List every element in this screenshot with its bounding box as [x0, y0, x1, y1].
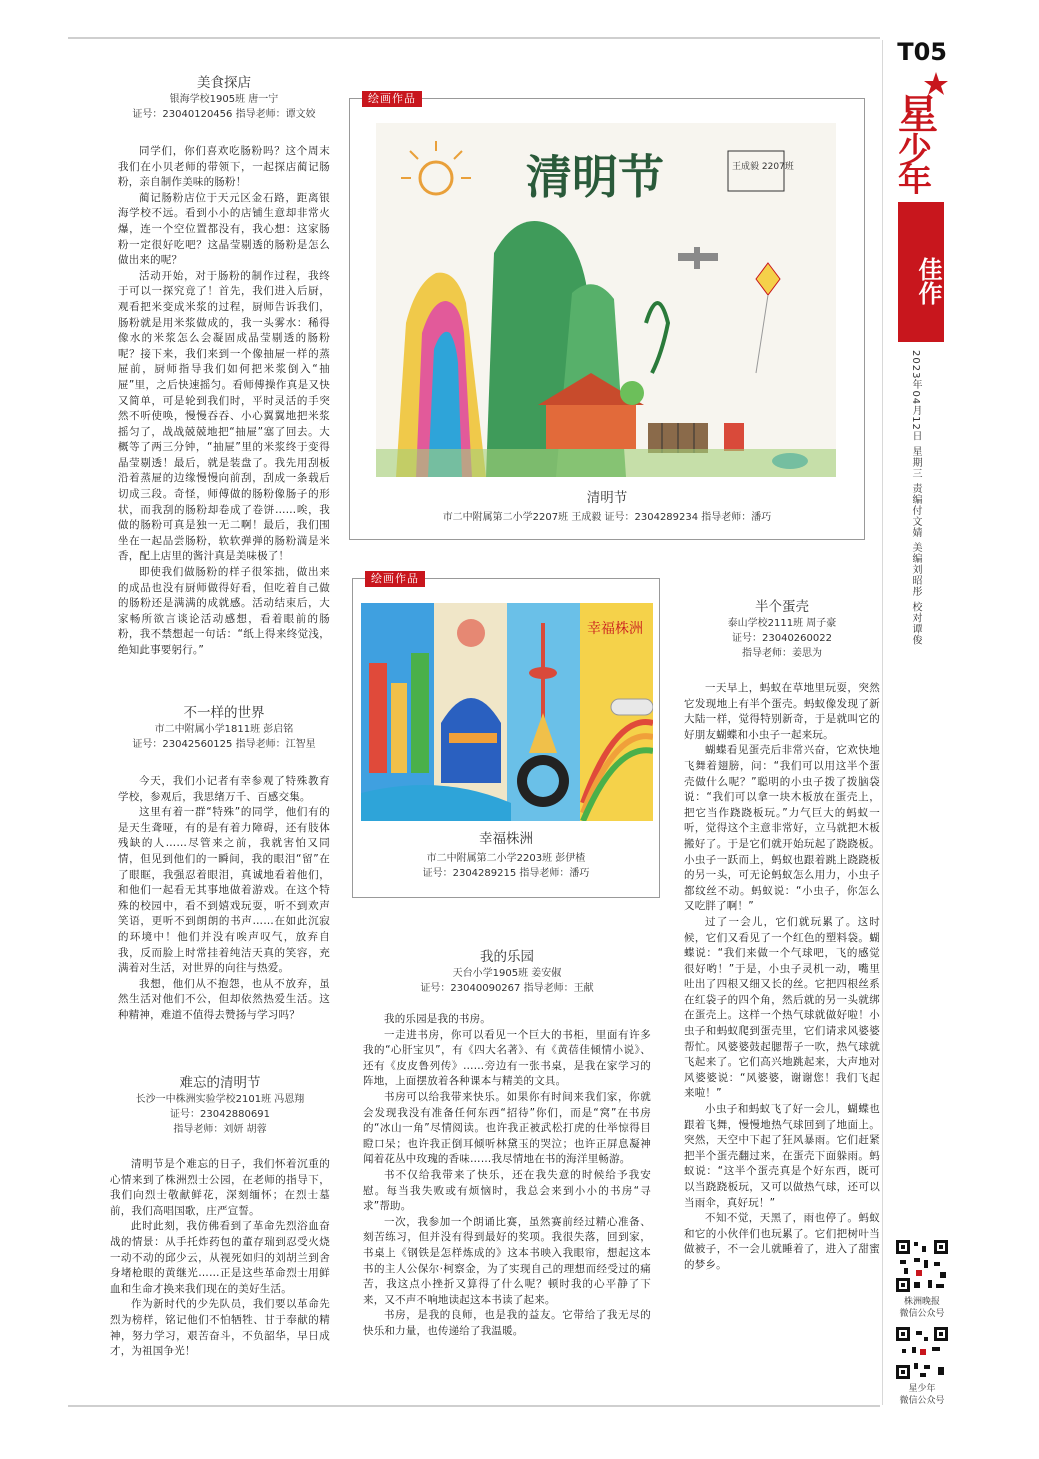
article-title: 难忘的清明节	[179, 1075, 261, 1091]
svg-text:年: 年	[898, 161, 932, 194]
article-title: 美食探店	[197, 75, 251, 91]
article-cert: 证号：23042880691	[170, 1109, 270, 1120]
qr-code-icon	[894, 1325, 950, 1381]
article-paragraph: 我的乐园是我的书房。	[384, 1013, 491, 1025]
article-teacher: 指导老师：刘妍 胡蓉	[173, 1124, 267, 1135]
article-paragraph: 活动开始，对于肠粉的制作过程，我终于可以一探究竟了！首先，我们进入后厨，观看把米变成米浆的过程，厨师告诉我们，肠粉就是用米浆做成的，我一头雾水：稀得像水的米浆怎么会凝固成晶莹剔透的肠粉呢？接下来，我们来到一个像抽屉一样的蒸屉前，厨师指导我们如何把米浆倒入“抽屉”里，之后快速摇匀。看师傅操作真是又快又简单，可是轮到我们时，平时灵活的手突然不听使唤，慢慢吞吞、小心翼翼地把米浆摇匀了，战战兢兢地把“抽屉”塞了回去。大概等了两三分钟，“抽屉”里的米浆终于变得晶莹剔透！最后，就是装盘了。我先用刮板沿着蒸屉的边缘慢慢向前刮，刮成一条载后切成三段。奇怪，师傅做的肠粉像肠子的形状，而我刮的肠粉却卷成了卷饼……唉，我做的肠粉可真是独一无二啊！最后，我们围坐在一起品尝肠粉，软软弹弹的肠粉満是米香，配上店里的酱汁真是美味极了！	[118, 269, 330, 563]
painting-credit: 市二中附属第二小学2207班 王成毅 证号：2304289234 指导老师：潘巧	[442, 512, 772, 523]
article-teacher: 指导老师：姜思为	[742, 648, 822, 659]
article-paragraph: 即使我们做肠粉的样子很笨拙，做出来的成品也没有厨师做得好看，但吃着自己做的肠粉还是满满的成就感。活动结束后，大家畅所欲言谈论活动感想，看着眼前的肠粉，我不禁想起一句话：“纸上得来终觉浅，绝知此事要躬行。”	[118, 566, 330, 656]
article-paragraph: 今天，我们小记者有幸参观了特殊教育学校，参观后，我思绪万千、百感交集。	[118, 775, 330, 803]
painting-title-art: 幸福株洲	[587, 621, 643, 637]
article-my-paradise	[363, 948, 651, 1339]
painting-frame-happy-zhuzhou	[352, 572, 660, 898]
qr-label-line: 微信公众号	[899, 1396, 945, 1406]
brand-mark-icon	[896, 72, 948, 194]
painting-tag: 绘画作品	[362, 91, 422, 107]
article-title: 不一样的世界	[183, 705, 265, 721]
article-title: 我的乐园	[480, 949, 534, 965]
article-cert: 证号：23040090267 指导老师：王献	[420, 983, 594, 994]
article-cert: 证号：23042560125 指导老师：江智星	[132, 739, 316, 750]
painting-title: 清明节	[586, 490, 628, 506]
brand-logo	[896, 72, 948, 201]
article-different-world	[118, 704, 330, 1024]
article-qingming	[110, 1074, 330, 1360]
painting-caption	[350, 488, 864, 523]
article-paragraph: 不知不觉，天黑了，雨也停了。蚂蚁和它的小伙伴们也玩累了。它们把树叶当做被子，不一会儿就睡着了，进入了甜蜜的梦乡。	[684, 1212, 880, 1271]
article-paragraph: 书房，是我的良师，也是我的益友。它带给了我无尽的快乐和力量，也传递给了我温暖。	[363, 1309, 651, 1337]
article-paragraph: 一天早上，蚂蚁在草地里玩耍，突然它发现地上有半个蛋壳。蚂蚁像发现了新大陆一样，觉得特别新奇，于是就叫它的好朋友蝴蝶和小虫子一起来玩。	[684, 682, 880, 741]
painting-credit: 证号：2304289215 指导老师：潘巧	[422, 868, 590, 879]
article-paragraph: 作为新时代的少先队员，我们要以革命先烈为榜样，铭记他们不怕牺牲、甘于奉献的精神，努力学习，艰苦奋斗，不负韶华，早日成才，为祖国争光！	[110, 1298, 330, 1358]
qr-label-2	[884, 1383, 960, 1407]
article-paragraph: 过了一会儿，它们就玩累了。这时候，它们又看见了一个红色的塑料袋。蝴蝶说：“我们来做一个气球吧，飞的感觉很好哟！”于是，小虫子灵机一动，嘴里吐出了四根又细又长的丝。它把四根丝系在红袋子的四个角，然后就的另一头就绑在蛋壳上。这样一个热气球就做好啦！小虫子和蚂蚁爬到蛋壳里，它们请求风婆婆帮忙。风婆婆鼓起腮帮子一吹，热气球就飞起来了。它们高兴地跳起来，大声地对风婆婆说：“风婆婆，谢谢您！我们飞起来啦！”	[684, 915, 880, 1100]
article-half-eggshell	[684, 598, 880, 1274]
article-byline: 长沙一中株洲实验学校2101班 冯恩翔	[135, 1094, 305, 1105]
painting-happy-zhuzhou-image	[361, 603, 653, 821]
page-number: T05	[897, 38, 947, 66]
article-cert: 证号：2304012045​6 指导老师：谭文姣	[132, 109, 316, 120]
article-byline: 泰山学校2111班 周子豪	[727, 618, 837, 629]
section-tab: 佳作	[898, 202, 944, 342]
article-paragraph: 书不仅给我带来了快乐，还在我失意的时候给予我安慰。每当我失败或有烦恼时，我总会来到小小的书房“寻求”帮助。	[363, 1168, 651, 1213]
article-paragraph: 一走进书房，你可以看见一个巨大的书柜，里面有许多我的“心肝宝贝”，有《四大名著》、有《黄蓓佳倾情小说》、还有《皮皮鲁列传》……旁边有一张书桌，是我在家学习的阵地，上面摆放着各种课本与精美的文具。	[363, 1028, 651, 1088]
painting-tag: 绘画作品	[365, 571, 425, 587]
painting-title-art: 清明节	[526, 150, 664, 204]
bottom-rule	[68, 1405, 880, 1407]
article-paragraph: 同学们，你们喜欢吃肠粉吗？这个周末我们在小贝老师的带领下，一起探店蔺记肠粉，亲自制作美味的肠粉！	[118, 145, 330, 189]
painting-frame-qingming	[349, 92, 865, 540]
qr-code-star-youth	[894, 1325, 950, 1381]
qr-code-icon	[894, 1238, 950, 1294]
article-paragraph: 一次，我参加一个朗诵比赛，虽然赛前经过精心准备、刻苦练习，但并没有得到最好的奖项。我很失落，回到家，书桌上《钢铁是怎样炼成的》这本书映入我眼帘，想起这本书的主人公保尔·柯察金，为了实现自己的理想而经受过的痛苦，我这点小挫折又算得了什么呢？顿时我的心平静了下来，又不声不响地读起这本书读了起来。	[363, 1215, 651, 1306]
article-byline: 银海学校1905班 唐一宁	[169, 94, 279, 105]
svg-text:少: 少	[898, 131, 932, 171]
qr-label-line: 微信公众号	[899, 1309, 945, 1319]
svg-text:星: 星	[898, 92, 938, 138]
painting-qingming-image	[376, 123, 836, 477]
article-paragraph: 小虫子和蚂蚁飞了好一会儿，蝴蝶也跟着飞舞，慢慢地热气球回到了地面上。突然，天空中下起了狂风暴雨。它们赶紧把半个蛋壳翻过来，在蛋壳下面躲雨。蚂蚁说：“这半个蛋壳真是个好东西，既可以当跷跷板玩，又可以做热气球，还可以当雨伞，真好玩！”	[684, 1103, 880, 1209]
painting-caption	[353, 829, 659, 879]
article-byline: 市二中附属小学1811班 彭启铭	[154, 724, 294, 735]
article-paragraph: 蔺记肠粉店位于天元区金石路，距离银海学校不远。看到小小的店铺生意却非常火爆，连一个空位置都没有，我心想：这家肠粉一定很好吃吧？这晶莹剔透的肠粉是怎么做出来的呢？	[118, 191, 330, 267]
article-cert: 证号：23040260022	[732, 633, 832, 644]
right-column-divider	[882, 40, 883, 1405]
issue-meta: 2023年04月12日 星期三 责编付文婧 美编刘昭彤 校对谭俊	[910, 350, 921, 646]
article-food-tour	[118, 74, 330, 659]
article-paragraph: 书房可以给我带来快乐。如果你有时间来我们家，你就会发现我没有准备任何东西“招待”你们，而是“窝”在书房的“冰山一角”尽情阅读。也许我正被武松打虎的仕举惊得目瞪口呆；也许我正倒耳倾听林黛玉的哭泣；也许正屏息凝神闻着花丛中玫瑰的香味……我尽情地在书的海洋里畅游。	[363, 1090, 651, 1166]
article-byline: 天台小学1905班 姜安俶	[452, 968, 562, 979]
article-title: 半个蛋壳	[755, 599, 809, 615]
painting-title: 幸福株洲	[479, 831, 533, 847]
article-paragraph: 此时此刻，我仿佛看到了革命先烈浴血奋战的情景：从手托炸药包的董存瑞到忍受火烧一动不动的邱少云，从视死如归的刘胡兰到舍身堵枪眼的黄继光……正是这些革命烈士用鲜血和生命才换来我们现在的美好生活。	[110, 1220, 330, 1295]
article-paragraph: 蝴蝶看见蛋壳后非常兴奋，它欢快地飞舞着翅膀，问：“我们可以用这半个蛋壳做什么呢？”聪明的小虫子拨了拨脑袋说：“我们可以拿一块木板放在蛋壳上，把它当作跷跷板玩。”力气巨大的蚂蚁一听，觉得这个主意非常好，立马就把木板搬好了。于是它们就开始玩起了跷跷板。小虫子一跃而上，蚂蚁也跟着跳上跷跷板的另一头，可无论蚂蚁怎么用力，小虫子都纹丝不动。蚂蚁说：“小虫子，你怎么又吃胖了啊！”	[684, 744, 880, 913]
qr-label-1	[884, 1296, 960, 1320]
article-paragraph: 这里有着一群“特殊”的同学，他们有的是天生聋哑，有的是有着力障碍，还有肢体残缺的人……尽管来之前，我就害怕又同情，但见到他们的一瞬间，我的眼泪“留”在了眼眶，我强忍着眼泪，真诚地看着他们，和他们一起看无其事地做着游戏。在这个特殊的校园中，看不到嬉戏玩耍，听不到欢声笑语，更听不到朗朗的书声……在如此沉寂的环境中！他们并没有唉声叹气，放弃自我，反而脸上时常挂着纯洁天真的笑容，充满着对生活，对世界的向往与热爱。	[118, 806, 330, 975]
qr-label-line: 株洲晚报	[903, 1297, 940, 1307]
painting-signature: 王成毅 2207班	[732, 162, 794, 172]
qr-code-zhuzhou-evening-news	[894, 1238, 950, 1294]
article-paragraph: 我想，他们从不抱怨，也从不放弃，虽然生活对他们不公，但却依然热爱生活。这种精神，难道不值得去赞扬与学习吗？	[118, 977, 330, 1021]
painting-credit: 市二中附属第二小学2203班 彭伊楂	[426, 853, 586, 864]
article-paragraph: 清明节是个难忘的日子，我们怀着沉重的心情来到了株洲烈士公园，在老师的指导下，我们向烈士敬献鲜花，深刻缅怀；在烈士墓前，我们高唱国歌，庄严宣誓。	[110, 1158, 330, 1217]
top-rule	[68, 37, 880, 39]
qr-label-line: 星少年	[908, 1384, 936, 1394]
